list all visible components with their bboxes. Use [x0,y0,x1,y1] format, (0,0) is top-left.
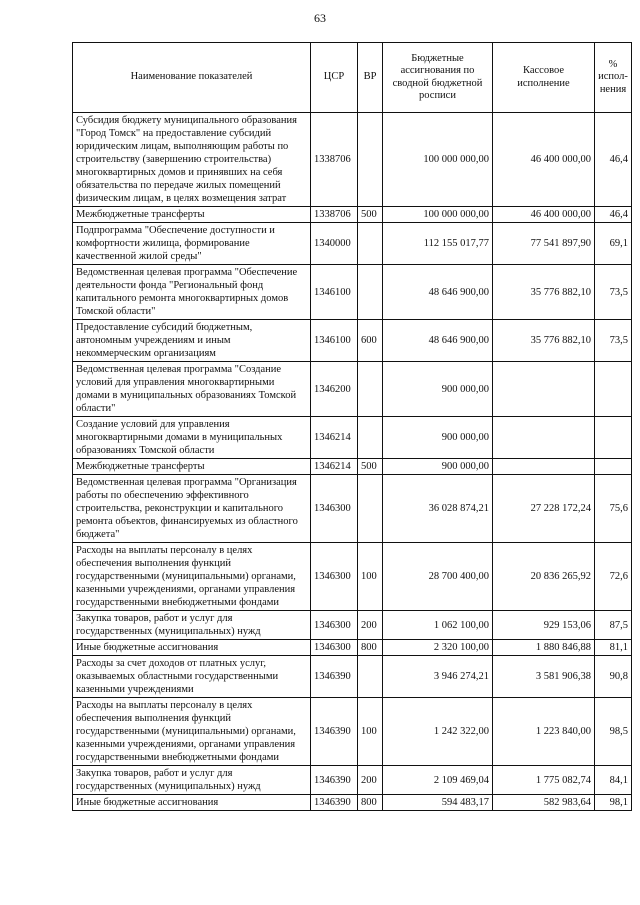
cell-budget: 100 000 000,00 [383,207,493,223]
cell-name: Предоставление субсидий бюджетным, автономным учреждениям и иным некоммерческим организациям [73,320,311,362]
header-vr: ВР [358,43,383,113]
cell-csr: 1346214 [311,417,358,459]
table-row [73,698,632,766]
cell-csr: 1340000 [311,223,358,265]
table-row [73,543,632,611]
cell-budget: 36 028 874,21 [383,475,493,543]
cell-name: Иные бюджетные ассигнования [73,640,311,656]
cell-cash: 35 776 882,10 [493,320,595,362]
cell-csr: 1346300 [311,640,358,656]
cell-cash: 77 541 897,90 [493,223,595,265]
cell-budget: 900 000,00 [383,459,493,475]
header-name: Наименование показателей [73,43,311,113]
cell-csr: 1338706 [311,113,358,207]
cell-csr: 1338706 [311,207,358,223]
cell-pct: 84,1 [595,766,632,795]
cell-name: Межбюджетные трансферты [73,207,311,223]
cell-pct: 90,8 [595,656,632,698]
cell-budget: 3 946 274,21 [383,656,493,698]
cell-cash [493,459,595,475]
cell-pct [595,362,632,417]
cell-cash: 929 153,06 [493,611,595,640]
cell-csr: 1346300 [311,543,358,611]
cell-name: Закупка товаров, работ и услуг для государственных (муниципальных) нужд [73,611,311,640]
cell-cash: 35 776 882,10 [493,265,595,320]
table-body [73,113,632,811]
cell-name: Ведомственная целевая программа "Создание условий для управления многоквартирными домами в муниципальных образованиях Томской области" [73,362,311,417]
page-number: 63 [314,11,326,25]
cell-name: Межбюджетные трансферты [73,459,311,475]
cell-csr: 1346300 [311,475,358,543]
table-row [73,265,632,320]
table-row [73,113,632,207]
cell-cash: 46 400 000,00 [493,113,595,207]
cell-cash: 1 880 846,88 [493,640,595,656]
cell-vr [358,113,383,207]
cell-name: Подпрограмма "Обеспечение доступности и комфортности жилища, формирование качественной жилой среды" [73,223,311,265]
cell-budget: 900 000,00 [383,362,493,417]
cell-vr [358,223,383,265]
table-row [73,795,632,811]
cell-pct: 73,5 [595,320,632,362]
cell-vr [358,417,383,459]
cell-vr: 800 [358,640,383,656]
cell-cash: 27 228 172,24 [493,475,595,543]
cell-vr: 200 [358,766,383,795]
cell-pct [595,417,632,459]
cell-vr: 100 [358,698,383,766]
cell-vr: 500 [358,459,383,475]
table-row [73,459,632,475]
cell-pct: 81,1 [595,640,632,656]
header-budget: Бюджетные ассигнования по сводной бюджетной росписи [383,43,493,113]
cell-budget: 594 483,17 [383,795,493,811]
cell-name: Расходы на выплаты персоналу в целях обеспечения выполнения функций государственными (муниципальными) органами, казенными учреждениями, органами управления государственными внебюджетными фондами [73,698,311,766]
cell-vr: 800 [358,795,383,811]
cell-pct: 87,5 [595,611,632,640]
cell-cash [493,362,595,417]
cell-csr: 1346100 [311,320,358,362]
budget-execution-table [72,42,632,811]
cell-budget: 48 646 900,00 [383,265,493,320]
table-row [73,320,632,362]
cell-budget: 112 155 017,77 [383,223,493,265]
cell-cash [493,417,595,459]
table-row [73,640,632,656]
cell-name: Закупка товаров, работ и услуг для государственных (муниципальных) нужд [73,766,311,795]
header-pct: % испол-нения [595,43,632,113]
cell-cash: 1 223 840,00 [493,698,595,766]
cell-name: Субсидия бюджету муниципального образования "Город Томск" на предоставление субсидий юридическим лицам, выполняющим работы по строительству (завершению строительства) многоквартирных домов и принявших на себя обязательства по передаче жилых помещений физическим лицам, в целях возмещения затрат [73,113,311,207]
cell-pct: 72,6 [595,543,632,611]
cell-csr: 1346390 [311,795,358,811]
cell-csr: 1346214 [311,459,358,475]
cell-csr: 1346390 [311,656,358,698]
cell-pct: 75,6 [595,475,632,543]
cell-pct: 98,5 [595,698,632,766]
cell-vr [358,656,383,698]
table-row [73,656,632,698]
cell-budget: 2 320 100,00 [383,640,493,656]
table-row [73,207,632,223]
cell-cash: 582 983,64 [493,795,595,811]
header-csr: ЦСР [311,43,358,113]
cell-vr: 500 [358,207,383,223]
cell-vr: 100 [358,543,383,611]
table-row [73,417,632,459]
table-row [73,223,632,265]
table-row [73,362,632,417]
cell-cash: 46 400 000,00 [493,207,595,223]
cell-budget: 1 062 100,00 [383,611,493,640]
cell-name: Ведомственная целевая программа "Организация работы по обеспечению эффективного строительства, реконструкции и капитального ремонта объектов, финансируемых из областного бюджета" [73,475,311,543]
cell-name: Расходы на выплаты персоналу в целях обеспечения выполнения функций государственными (муниципальными) органами, казенными учреждениями, органами управления государственными внебюджетными фондами [73,543,311,611]
cell-name: Ведомственная целевая программа "Обеспечение деятельности фонда "Региональный фонд капитального ремонта многоквартирных домов Томской области" [73,265,311,320]
cell-name: Создание условий для управления многоквартирными домами в муниципальных образованиях Томской области [73,417,311,459]
cell-vr [358,475,383,543]
cell-cash: 20 836 265,92 [493,543,595,611]
cell-name: Расходы за счет доходов от платных услуг, оказываемых областными государственными казенными учреждениями [73,656,311,698]
cell-budget: 48 646 900,00 [383,320,493,362]
cell-csr: 1346390 [311,698,358,766]
cell-budget: 2 109 469,04 [383,766,493,795]
header-cash: Кассовое исполнение [493,43,595,113]
table-row [73,611,632,640]
cell-pct: 46,4 [595,113,632,207]
cell-vr [358,265,383,320]
cell-budget: 28 700 400,00 [383,543,493,611]
cell-pct: 69,1 [595,223,632,265]
cell-csr: 1346300 [311,611,358,640]
cell-cash: 1 775 082,74 [493,766,595,795]
cell-name: Иные бюджетные ассигнования [73,795,311,811]
cell-budget: 1 242 322,00 [383,698,493,766]
cell-pct: 46,4 [595,207,632,223]
cell-pct [595,459,632,475]
cell-cash: 3 581 906,38 [493,656,595,698]
cell-budget: 100 000 000,00 [383,113,493,207]
table-row [73,475,632,543]
cell-vr [358,362,383,417]
cell-csr: 1346390 [311,766,358,795]
cell-pct: 73,5 [595,265,632,320]
cell-vr: 200 [358,611,383,640]
cell-csr: 1346100 [311,265,358,320]
cell-csr: 1346200 [311,362,358,417]
cell-budget: 900 000,00 [383,417,493,459]
cell-vr: 600 [358,320,383,362]
table-header-row [73,43,632,113]
cell-pct: 98,1 [595,795,632,811]
table-row [73,766,632,795]
